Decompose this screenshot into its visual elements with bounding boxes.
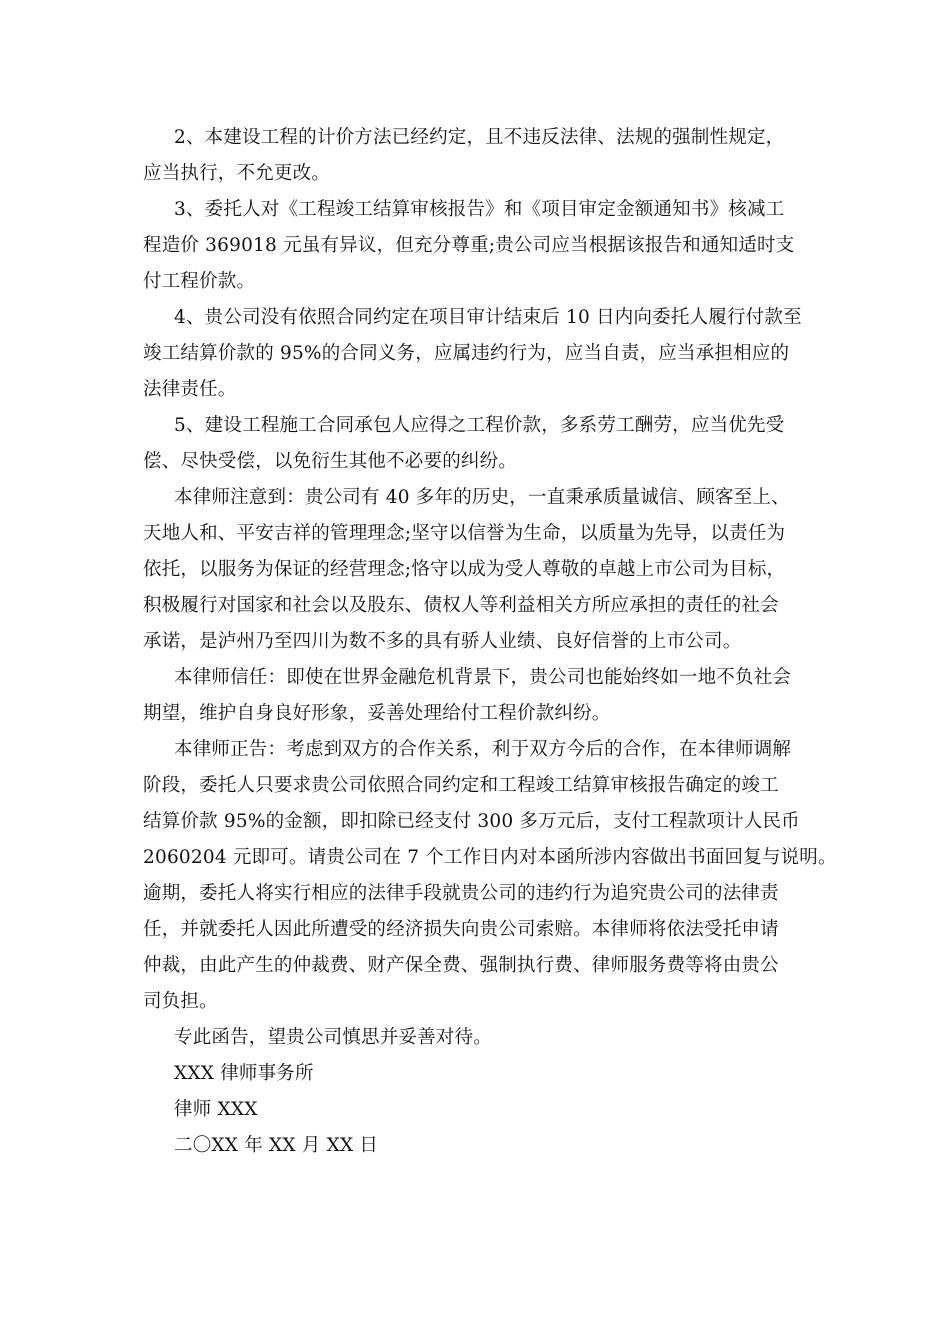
text-line: 阶段，委托人只要求贵公司依照合同约定和工程竣工结算审核报告确定的竣工 (143, 775, 779, 796)
text-line: 4、贵公司没有依照合同约定在项目审计结束后 10 日内向委托人履行付款至 (174, 307, 802, 328)
text-line: 承诺，是泸州乃至四川为数不多的具有骄人业绩、良好信誉的上市公司。 (143, 631, 742, 652)
text-line: 2、本建设工程的计价方法已经约定，且不违反法律、法规的强制性规定， (174, 127, 785, 148)
text-line: 司负担。 (143, 991, 218, 1012)
text-line: 任，并就委托人因此所遭受的经济损失向贵公司索赔。本律师将依法受托申请 (143, 919, 779, 940)
text-line: 应当执行，不允更改。 (143, 163, 331, 184)
text-line: 2060204 元即可。请贵公司在 7 个工作日内对本函所涉内容做出书面回复与说明。 (143, 847, 837, 868)
closing-line: 专此函告，望贵公司慎思并妥善对待。 (174, 1027, 492, 1048)
text-line: 竣工结算价款的 95%的合同义务，应属违约行为，应当自责，应当承担相应的 (143, 343, 790, 364)
text-line: 法律责任。 (143, 379, 237, 400)
text-line: 依托，以服务为保证的经营理念;恪守以成为受人尊敬的卓越上市公司为目标， (143, 559, 786, 580)
text-line: 本律师信任：即使在世界金融危机背景下，贵公司也能始终如一地不负社会 (174, 667, 792, 688)
text-line: 本律师正告：考虑到双方的合作关系，利于双方今后的合作，在本律师调解 (174, 739, 792, 760)
law-firm-name: XXX 律师事务所 (174, 1063, 314, 1084)
text-line: 付工程价款。 (143, 271, 256, 292)
lawyer-signature: 律师 XXX (174, 1099, 258, 1120)
letter-date: 二〇XX 年 XX 月 XX 日 (174, 1135, 379, 1156)
text-line: 期望，维护自身良好形象，妥善处理给付工程价款纠纷。 (143, 703, 611, 724)
text-line: 程造价 369018 元虽有异议，但充分尊重;贵公司应当根据该报告和通知适时支 (143, 235, 795, 256)
text-line: 本律师注意到：贵公司有 40 多年的历史，一直秉承质量诚信、顾客至上、 (174, 487, 790, 508)
text-line: 5、建设工程施工合同承包人应得之工程价款，多系劳工酬劳，应当优先受 (174, 415, 785, 436)
text-line: 3、委托人对《工程竣工结算审核报告》和《项目审定金额通知书》核减工 (174, 199, 785, 220)
text-line: 天地人和、平安吉祥的管理理念;坚守以信誉为生命，以质量为先导，以责任为 (143, 523, 786, 544)
text-line: 仲裁，由此产生的仲裁费、财产保全费、强制执行费、律师服务费等将由贵公 (143, 955, 779, 976)
text-line: 逾期，委托人将实行相应的法律手段就贵公司的违约行为追究贵公司的法律责 (143, 883, 779, 904)
letter-body (143, 120, 837, 1164)
text-line: 偿、尽快受偿，以免衍生其他不必要的纠纷。 (143, 451, 518, 472)
text-line: 积极履行对国家和社会以及股东、债权人等利益相关方所应承担的责任的社会 (143, 595, 779, 616)
text-line: 结算价款 95%的金额，即扣除已经支付 300 多万元后，支付工程款项计人民币 (143, 811, 800, 832)
